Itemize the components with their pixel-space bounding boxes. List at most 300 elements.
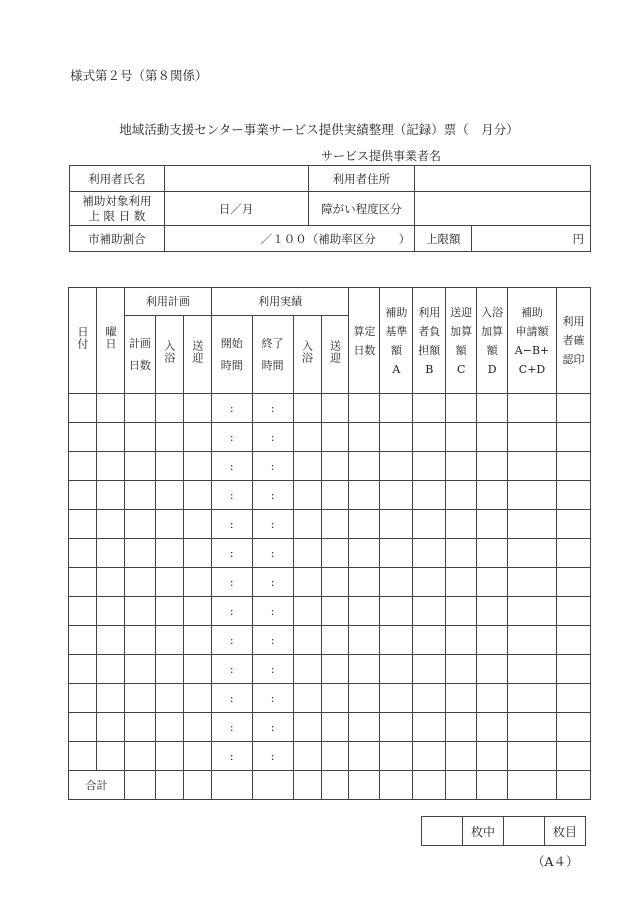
table-cell[interactable] <box>69 684 97 713</box>
cf-l2: 者確 <box>562 334 585 347</box>
table-cell[interactable] <box>183 713 211 742</box>
table-cell[interactable]: : <box>252 684 293 713</box>
table-cell[interactable] <box>413 510 446 539</box>
table-cell[interactable] <box>321 394 349 423</box>
table-cell[interactable] <box>321 684 349 713</box>
table-cell[interactable] <box>508 742 557 771</box>
table-cell[interactable] <box>349 568 380 597</box>
table-cell[interactable] <box>413 539 446 568</box>
table-cell[interactable]: : <box>211 684 252 713</box>
table-cell[interactable] <box>321 597 349 626</box>
table-cell[interactable] <box>155 626 183 655</box>
table-cell[interactable] <box>380 742 413 771</box>
table-cell[interactable] <box>96 684 124 713</box>
table-cell[interactable] <box>155 713 183 742</box>
table-cell[interactable] <box>446 423 477 452</box>
days-limit-label <box>70 192 165 226</box>
table-cell[interactable] <box>183 626 211 655</box>
table-cell[interactable] <box>155 568 183 597</box>
service-record-table <box>68 287 591 800</box>
table-cell[interactable] <box>413 655 446 684</box>
table-cell[interactable] <box>293 684 321 713</box>
table-cell[interactable] <box>477 510 508 539</box>
subsidy-ratio-field[interactable]: ／１００（補助率区分 ） <box>164 226 415 252</box>
table-cell[interactable] <box>124 713 155 742</box>
table-cell[interactable] <box>349 510 380 539</box>
table-cell[interactable] <box>183 539 211 568</box>
table-cell[interactable] <box>557 742 591 771</box>
table-cell[interactable]: : <box>252 452 293 481</box>
table-cell[interactable] <box>557 597 591 626</box>
total-cell[interactable] <box>446 771 477 800</box>
table-cell[interactable] <box>155 510 183 539</box>
table-cell[interactable] <box>124 655 155 684</box>
table-cell[interactable] <box>96 568 124 597</box>
table-cell[interactable] <box>96 713 124 742</box>
paper-size: （A４） <box>532 854 579 869</box>
table-cell[interactable] <box>124 626 155 655</box>
table-cell[interactable] <box>96 423 124 452</box>
table-cell[interactable]: : <box>211 510 252 539</box>
table-cell[interactable] <box>96 452 124 481</box>
table-cell[interactable] <box>380 568 413 597</box>
table-cell[interactable] <box>477 394 508 423</box>
total-cell[interactable] <box>477 771 508 800</box>
total-cell[interactable] <box>413 771 446 800</box>
user-name-label: 利用者氏名 <box>70 166 165 192</box>
table-cell[interactable] <box>413 742 446 771</box>
table-cell[interactable] <box>380 423 413 452</box>
total-cell[interactable] <box>380 771 413 800</box>
end-l2: 時間 <box>261 358 284 372</box>
sheet-count-table <box>421 816 586 846</box>
rq-l2: 申請額 <box>515 324 549 338</box>
table-cell[interactable] <box>477 597 508 626</box>
table-cell[interactable] <box>349 684 380 713</box>
table-row <box>69 539 591 568</box>
table-cell[interactable] <box>477 655 508 684</box>
group-plan: 利用計画 <box>124 288 211 316</box>
table-cell[interactable] <box>124 568 155 597</box>
ba-l2: 加算 <box>481 324 504 338</box>
table-cell[interactable] <box>321 655 349 684</box>
table-cell[interactable]: : <box>211 452 252 481</box>
table-cell[interactable] <box>293 597 321 626</box>
table-cell[interactable] <box>69 481 97 510</box>
table-cell[interactable] <box>69 568 97 597</box>
table-cell[interactable] <box>477 684 508 713</box>
table-cell[interactable] <box>446 452 477 481</box>
table-cell[interactable] <box>508 597 557 626</box>
table-cell[interactable] <box>446 597 477 626</box>
table-cell[interactable] <box>155 539 183 568</box>
table-cell[interactable] <box>69 742 97 771</box>
user-address-field[interactable] <box>415 166 591 192</box>
table-cell[interactable] <box>508 626 557 655</box>
table-cell[interactable] <box>508 655 557 684</box>
ta-l1: 送迎 <box>450 305 473 319</box>
table-row <box>69 481 591 510</box>
table-cell[interactable] <box>183 655 211 684</box>
table-cell[interactable] <box>124 684 155 713</box>
table-cell[interactable] <box>183 481 211 510</box>
total-cell[interactable] <box>557 771 591 800</box>
form-number: 様式第２号（第８関係） <box>70 68 208 83</box>
total-cell[interactable] <box>349 771 380 800</box>
table-cell[interactable] <box>69 394 97 423</box>
table-cell[interactable] <box>557 423 591 452</box>
table-cell[interactable] <box>293 394 321 423</box>
days-limit-label-line1: 補助対象利用 <box>82 193 152 208</box>
table-cell[interactable] <box>155 684 183 713</box>
table-cell[interactable] <box>477 626 508 655</box>
table-cell[interactable] <box>293 539 321 568</box>
yen-label: 円 <box>572 231 584 246</box>
col-std-amount <box>380 288 413 394</box>
table-cell[interactable] <box>69 423 97 452</box>
rq-l3: A−B+ <box>514 343 550 357</box>
table-cell[interactable] <box>155 481 183 510</box>
table-cell[interactable] <box>380 539 413 568</box>
table-cell[interactable]: : <box>252 655 293 684</box>
table-cell[interactable] <box>124 510 155 539</box>
provider-name-field[interactable]: サービス提供事業者名 <box>321 147 576 166</box>
table-cell[interactable] <box>69 713 97 742</box>
std-l1: 補助 <box>385 305 408 319</box>
sheet-page-label: 枚目 <box>545 817 586 846</box>
table-cell[interactable] <box>557 510 591 539</box>
table-cell[interactable]: : <box>252 539 293 568</box>
table-cell[interactable] <box>557 539 591 568</box>
table-cell[interactable] <box>183 510 211 539</box>
table-cell[interactable]: : <box>252 626 293 655</box>
table-cell[interactable] <box>155 423 183 452</box>
table-cell[interactable] <box>477 539 508 568</box>
table-cell[interactable]: : <box>211 626 252 655</box>
table-cell[interactable] <box>508 394 557 423</box>
table-cell[interactable] <box>349 452 380 481</box>
table-cell[interactable] <box>321 423 349 452</box>
table-cell[interactable] <box>446 655 477 684</box>
table-cell[interactable] <box>183 568 211 597</box>
table-cell[interactable] <box>446 394 477 423</box>
cf-l3: 認印 <box>562 353 585 366</box>
table-cell[interactable] <box>349 655 380 684</box>
table-cell[interactable] <box>508 481 557 510</box>
table-cell[interactable] <box>508 539 557 568</box>
col-bath-add <box>477 288 508 394</box>
col-actual-transport <box>321 316 349 394</box>
table-cell[interactable] <box>321 742 349 771</box>
total-cell[interactable] <box>211 771 252 800</box>
table-cell[interactable] <box>321 481 349 510</box>
table-row <box>69 684 591 713</box>
table-cell[interactable] <box>380 510 413 539</box>
table-cell[interactable] <box>321 510 349 539</box>
table-cell[interactable] <box>446 568 477 597</box>
table-cell[interactable] <box>413 713 446 742</box>
table-cell[interactable] <box>508 568 557 597</box>
table-cell[interactable] <box>183 597 211 626</box>
col-request <box>508 288 557 394</box>
col-user-burden <box>413 288 446 394</box>
rq-l1: 補助 <box>521 305 544 319</box>
table-cell[interactable] <box>380 481 413 510</box>
table-cell[interactable] <box>446 713 477 742</box>
table-cell[interactable] <box>557 452 591 481</box>
table-cell[interactable] <box>446 626 477 655</box>
table-row <box>69 394 591 423</box>
table-cell[interactable] <box>477 452 508 481</box>
table-cell[interactable] <box>96 481 124 510</box>
table-cell[interactable]: : <box>252 423 293 452</box>
table-cell[interactable]: : <box>252 742 293 771</box>
table-cell[interactable] <box>183 423 211 452</box>
disability-label: 障がい程度区分 <box>308 192 415 226</box>
table-cell[interactable] <box>155 597 183 626</box>
table-cell[interactable] <box>413 626 446 655</box>
table-cell[interactable] <box>69 626 97 655</box>
table-cell[interactable] <box>477 481 508 510</box>
col-plan-days <box>124 316 155 394</box>
table-cell[interactable] <box>124 742 155 771</box>
table-cell[interactable] <box>293 423 321 452</box>
table-cell[interactable] <box>349 394 380 423</box>
table-cell[interactable] <box>508 510 557 539</box>
table-row <box>69 713 591 742</box>
table-cell[interactable] <box>349 597 380 626</box>
table-cell[interactable] <box>413 423 446 452</box>
table-cell[interactable] <box>293 655 321 684</box>
table-cell[interactable] <box>124 452 155 481</box>
table-cell[interactable] <box>155 655 183 684</box>
table-cell[interactable]: : <box>211 597 252 626</box>
table-row <box>69 655 591 684</box>
cap-label: 上限額 <box>415 226 472 252</box>
table-cell[interactable] <box>293 626 321 655</box>
table-cell[interactable] <box>446 510 477 539</box>
ba-l3: 額 <box>486 343 498 357</box>
table-cell[interactable]: : <box>211 568 252 597</box>
table-cell[interactable] <box>321 626 349 655</box>
table-cell[interactable] <box>321 713 349 742</box>
table-cell[interactable] <box>69 655 97 684</box>
sheet-page-field[interactable] <box>504 817 545 846</box>
cap-field[interactable] <box>472 226 591 252</box>
table-cell[interactable] <box>380 597 413 626</box>
table-cell[interactable] <box>96 510 124 539</box>
table-cell[interactable] <box>321 568 349 597</box>
table-cell[interactable] <box>124 597 155 626</box>
table-cell[interactable] <box>124 394 155 423</box>
table-cell[interactable] <box>413 394 446 423</box>
table-cell[interactable] <box>293 713 321 742</box>
table-cell[interactable]: : <box>252 394 293 423</box>
col-plan-transport <box>183 316 211 394</box>
table-cell[interactable] <box>557 626 591 655</box>
table-cell[interactable] <box>155 742 183 771</box>
table-cell[interactable] <box>557 481 591 510</box>
table-cell[interactable] <box>349 742 380 771</box>
table-cell[interactable] <box>508 423 557 452</box>
table-cell[interactable] <box>293 510 321 539</box>
table-cell[interactable]: : <box>211 423 252 452</box>
table-cell[interactable] <box>380 394 413 423</box>
table-cell[interactable] <box>155 452 183 481</box>
table-cell[interactable] <box>124 481 155 510</box>
table-cell[interactable] <box>380 655 413 684</box>
plan-days-l2: 日数 <box>128 358 151 372</box>
ba-l1: 入浴 <box>481 305 504 319</box>
table-cell[interactable] <box>69 510 97 539</box>
table-cell[interactable] <box>96 626 124 655</box>
table-cell[interactable] <box>293 452 321 481</box>
table-cell[interactable] <box>155 394 183 423</box>
plan-bath-label: 入浴 <box>162 339 176 364</box>
table-cell[interactable] <box>557 655 591 684</box>
col-confirm <box>557 288 591 394</box>
ub-l4: B <box>425 362 434 376</box>
col-end-time <box>252 316 293 394</box>
table-row <box>69 568 591 597</box>
table-row <box>69 597 591 626</box>
cf-l1: 利用 <box>562 315 585 328</box>
table-cell[interactable] <box>96 742 124 771</box>
plan-transport-label: 送迎 <box>190 339 204 364</box>
table-cell[interactable] <box>69 452 97 481</box>
table-row <box>69 742 591 771</box>
table-cell[interactable] <box>446 684 477 713</box>
table-cell[interactable] <box>183 684 211 713</box>
table-cell[interactable] <box>477 423 508 452</box>
start-l1: 開始 <box>220 336 243 350</box>
table-cell[interactable]: : <box>252 597 293 626</box>
user-address-label: 利用者住所 <box>308 166 415 192</box>
ta-l2: 加算 <box>450 324 473 338</box>
total-cell[interactable] <box>293 771 321 800</box>
sheet-total-label: 枚中 <box>463 817 504 846</box>
table-cell[interactable] <box>413 481 446 510</box>
table-cell[interactable] <box>557 713 591 742</box>
actual-bath-label: 入浴 <box>300 339 314 364</box>
table-cell[interactable] <box>380 452 413 481</box>
table-cell[interactable] <box>293 742 321 771</box>
total-cell[interactable] <box>321 771 349 800</box>
disability-field[interactable] <box>415 192 591 226</box>
table-cell[interactable] <box>446 539 477 568</box>
rq-l4: C+D <box>518 362 546 376</box>
table-cell[interactable] <box>69 597 97 626</box>
actual-transport-label: 送迎 <box>328 339 342 364</box>
table-cell[interactable]: : <box>252 713 293 742</box>
table-cell[interactable] <box>557 684 591 713</box>
table-cell[interactable] <box>477 568 508 597</box>
table-cell[interactable] <box>380 684 413 713</box>
table-cell[interactable] <box>349 626 380 655</box>
sheet-total-field[interactable] <box>422 817 463 846</box>
table-cell[interactable] <box>293 568 321 597</box>
table-cell[interactable] <box>293 481 321 510</box>
table-row <box>69 626 591 655</box>
table-cell[interactable] <box>69 539 97 568</box>
col-actual-bath <box>293 316 321 394</box>
table-cell[interactable] <box>349 713 380 742</box>
table-cell[interactable]: : <box>252 568 293 597</box>
total-cell[interactable] <box>183 771 211 800</box>
table-cell[interactable] <box>96 394 124 423</box>
user-name-field[interactable] <box>164 166 308 192</box>
table-cell[interactable] <box>349 539 380 568</box>
table-cell[interactable] <box>413 597 446 626</box>
total-cell[interactable] <box>155 771 183 800</box>
table-cell[interactable] <box>380 713 413 742</box>
table-cell[interactable] <box>446 481 477 510</box>
table-cell[interactable] <box>321 539 349 568</box>
col-calc-days <box>349 288 380 394</box>
table-row <box>69 452 591 481</box>
table-cell[interactable] <box>413 568 446 597</box>
table-cell[interactable] <box>124 539 155 568</box>
table-cell[interactable] <box>557 568 591 597</box>
total-cell[interactable] <box>124 771 155 800</box>
table-cell[interactable] <box>508 684 557 713</box>
table-cell[interactable] <box>477 713 508 742</box>
table-cell[interactable] <box>413 452 446 481</box>
table-cell[interactable] <box>413 684 446 713</box>
table-cell[interactable] <box>446 742 477 771</box>
table-cell[interactable]: : <box>211 481 252 510</box>
table-cell[interactable] <box>321 452 349 481</box>
col-start-time <box>211 316 252 394</box>
table-cell[interactable] <box>349 481 380 510</box>
table-cell[interactable] <box>183 452 211 481</box>
table-cell[interactable] <box>124 423 155 452</box>
days-limit-field[interactable]: 日／月 <box>164 192 308 226</box>
table-cell[interactable] <box>183 742 211 771</box>
subsidy-ratio-label: 市補助割合 <box>70 226 165 252</box>
col-date-label: 日付 <box>75 325 89 350</box>
table-cell[interactable]: : <box>211 713 252 742</box>
table-cell[interactable] <box>349 423 380 452</box>
table-cell[interactable] <box>557 394 591 423</box>
user-info-table <box>69 165 591 252</box>
table-cell[interactable] <box>96 597 124 626</box>
total-cell[interactable] <box>252 771 293 800</box>
calc-days-l2: 日数 <box>353 343 376 357</box>
table-cell[interactable] <box>380 626 413 655</box>
table-cell[interactable]: : <box>211 539 252 568</box>
table-cell[interactable]: : <box>211 655 252 684</box>
start-l2: 時間 <box>220 358 243 372</box>
table-cell[interactable] <box>508 713 557 742</box>
std-l4: A <box>392 362 401 376</box>
table-cell[interactable] <box>508 452 557 481</box>
total-cell[interactable] <box>508 771 557 800</box>
table-cell[interactable] <box>96 655 124 684</box>
table-cell[interactable]: : <box>252 510 293 539</box>
calc-days-l1: 算定 <box>353 324 376 338</box>
col-weekday <box>96 288 124 394</box>
table-cell[interactable]: : <box>211 742 252 771</box>
end-l1: 終了 <box>261 336 284 350</box>
table-cell[interactable]: : <box>211 394 252 423</box>
table-cell[interactable]: : <box>252 481 293 510</box>
table-cell[interactable] <box>96 539 124 568</box>
col-transport-add <box>446 288 477 394</box>
table-cell[interactable] <box>183 394 211 423</box>
table-row <box>69 510 591 539</box>
table-cell[interactable] <box>477 742 508 771</box>
